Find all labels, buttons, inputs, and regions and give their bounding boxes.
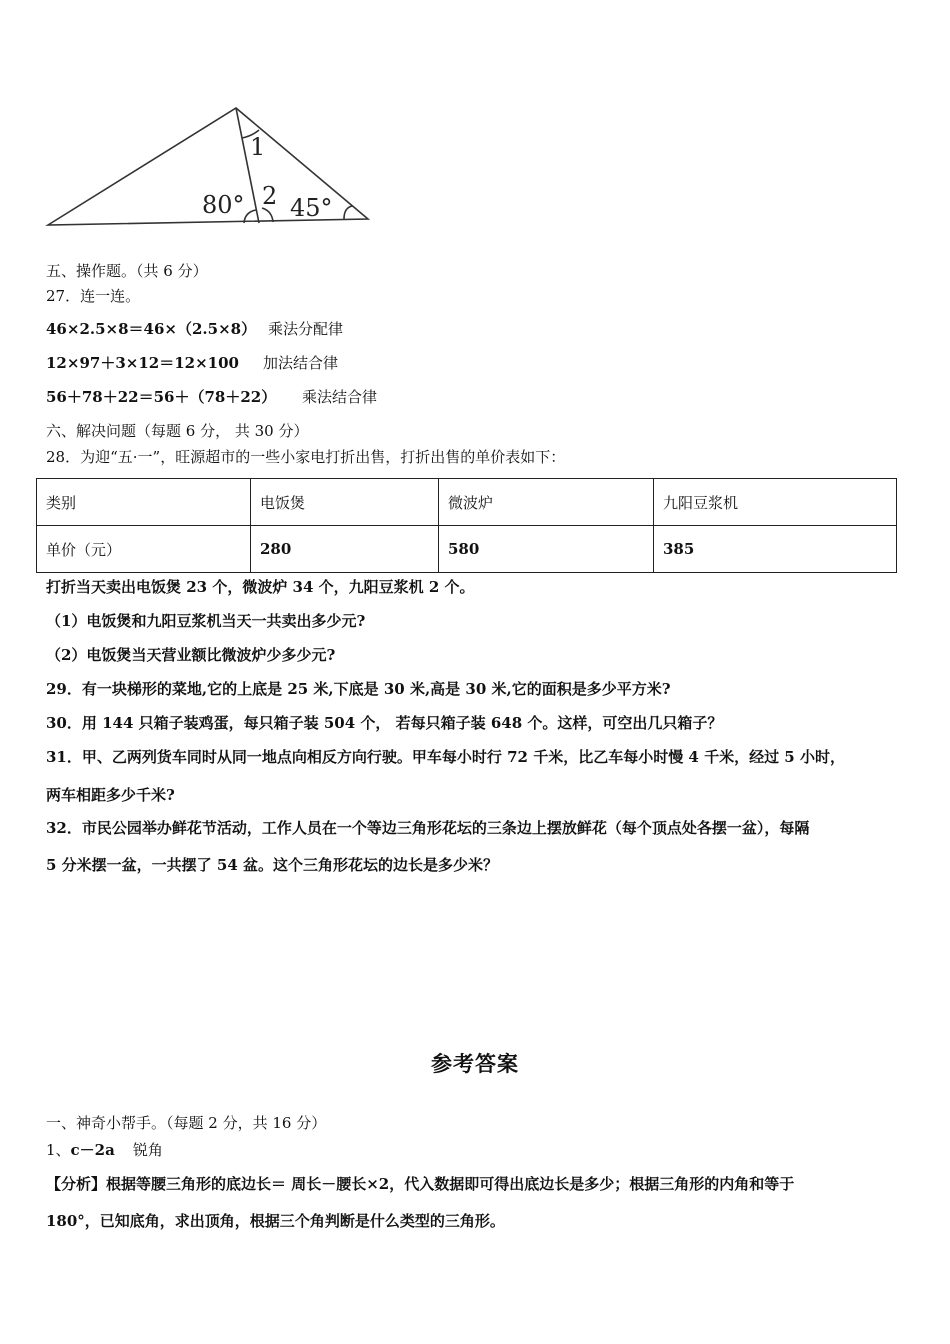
angle-1-label: 1 [250,133,266,161]
table-cell: 微波炉 [439,479,654,526]
expression-3: 56＋78＋22＝56＋（78＋22） [46,388,277,406]
question-30: 30．用 144 只箱子装鸡蛋，每只箱子装 504 个， 若每只箱子装 648 个。这样，可空出几只箱子？ [46,714,723,732]
table-cell: 580 [439,526,654,573]
triangle-figure [40,100,380,240]
angle-2-label: 2 [262,182,278,210]
angle-80-label: 80° [202,191,245,219]
table-row [37,526,897,573]
table-cell: 九阳豆浆机 [654,479,897,526]
question-32-line2: 5 分米摆一盆，一共摆了 54 盆。这个三角形花坛的边长是多少米？ [46,856,498,874]
table-cell: 单价（元） [37,526,251,573]
angle-45-label: 45° [290,194,333,222]
answer-1 [46,1140,163,1160]
expression-2: 12×97＋3×12＝12×100 [46,354,239,372]
angle-2-arc [262,208,273,222]
table-cell: 385 [654,526,897,573]
question-32-line1: 32．市民公园举办鲜花节活动，工作人员在一个等边三角形花坛的三条边上摆放鲜花（每个顶点处各摆一盆），每隔 [46,819,810,837]
analysis-text: 根据等腰三角形的底边长＝ 周长－腰长×2，代入数据即可得出底边长是多少；根据三角形的内角和等于 [106,1175,795,1193]
law-2: 加法结合律 [263,354,339,372]
question-28-part1: （1）电饭煲和九阳豆浆机当天一共卖出多少元? [46,612,366,630]
table-cell: 类别 [37,479,251,526]
question-31-line1: 31．甲、乙两列货车同时从同一地点向相反方向行驶。甲车每小时行 72 千米，比乙车每小时慢 4 千米，经过 5 小时， [46,748,845,766]
question-28-text: 打折当天卖出电饭煲 23 个，微波炉 34 个，九阳豆浆机 2 个。 [46,578,475,596]
expression-1: 46×2.5×8＝46×（2.5×8） [46,320,257,338]
analysis-line1 [46,1174,794,1194]
section6-heading: 六、解决问题（每题 6 分， 共 30 分） [46,422,309,440]
law-3: 乘法结合律 [302,388,378,406]
angle-45-arc [344,206,352,219]
question-31-line2: 两车相距多少千米? [46,786,175,804]
law-1: 乘法分配律 [268,320,344,338]
answer-number: 1、 [46,1141,71,1159]
answers-title: 参考答案 [431,1051,519,1076]
table-cell: 电饭煲 [251,479,439,526]
question-29: 29．有一块梯形的菜地,它的上底是 25 米,下底是 30 米,高是 30 米,它的面积是多少平方米? [46,680,671,698]
answer-triangle-type: 锐角 [132,1141,163,1159]
price-table [36,478,897,573]
table-header-row [37,479,897,526]
analysis-line2: 180°，已知底角，求出顶角，根据三个角判断是什么类型的三角形。 [46,1212,505,1230]
answers-section1-heading: 一、神奇小帮手。（每题 2 分，共 16 分） [46,1114,327,1132]
question-28: 28．为迎“五·一”，旺源超市的一些小家电打折出售，打折出售的单价表如下： [46,448,566,466]
question-28-part2: （2）电饭煲当天营业额比微波炉少多少元? [46,646,336,664]
answer-expression: c－2a [70,1141,115,1159]
section5-heading: 五、操作题。（共 6 分） [46,262,208,280]
analysis-tag: 【分析】 [46,1175,107,1193]
question-27: 27．连一连。 [46,287,141,305]
table-cell: 280 [251,526,439,573]
